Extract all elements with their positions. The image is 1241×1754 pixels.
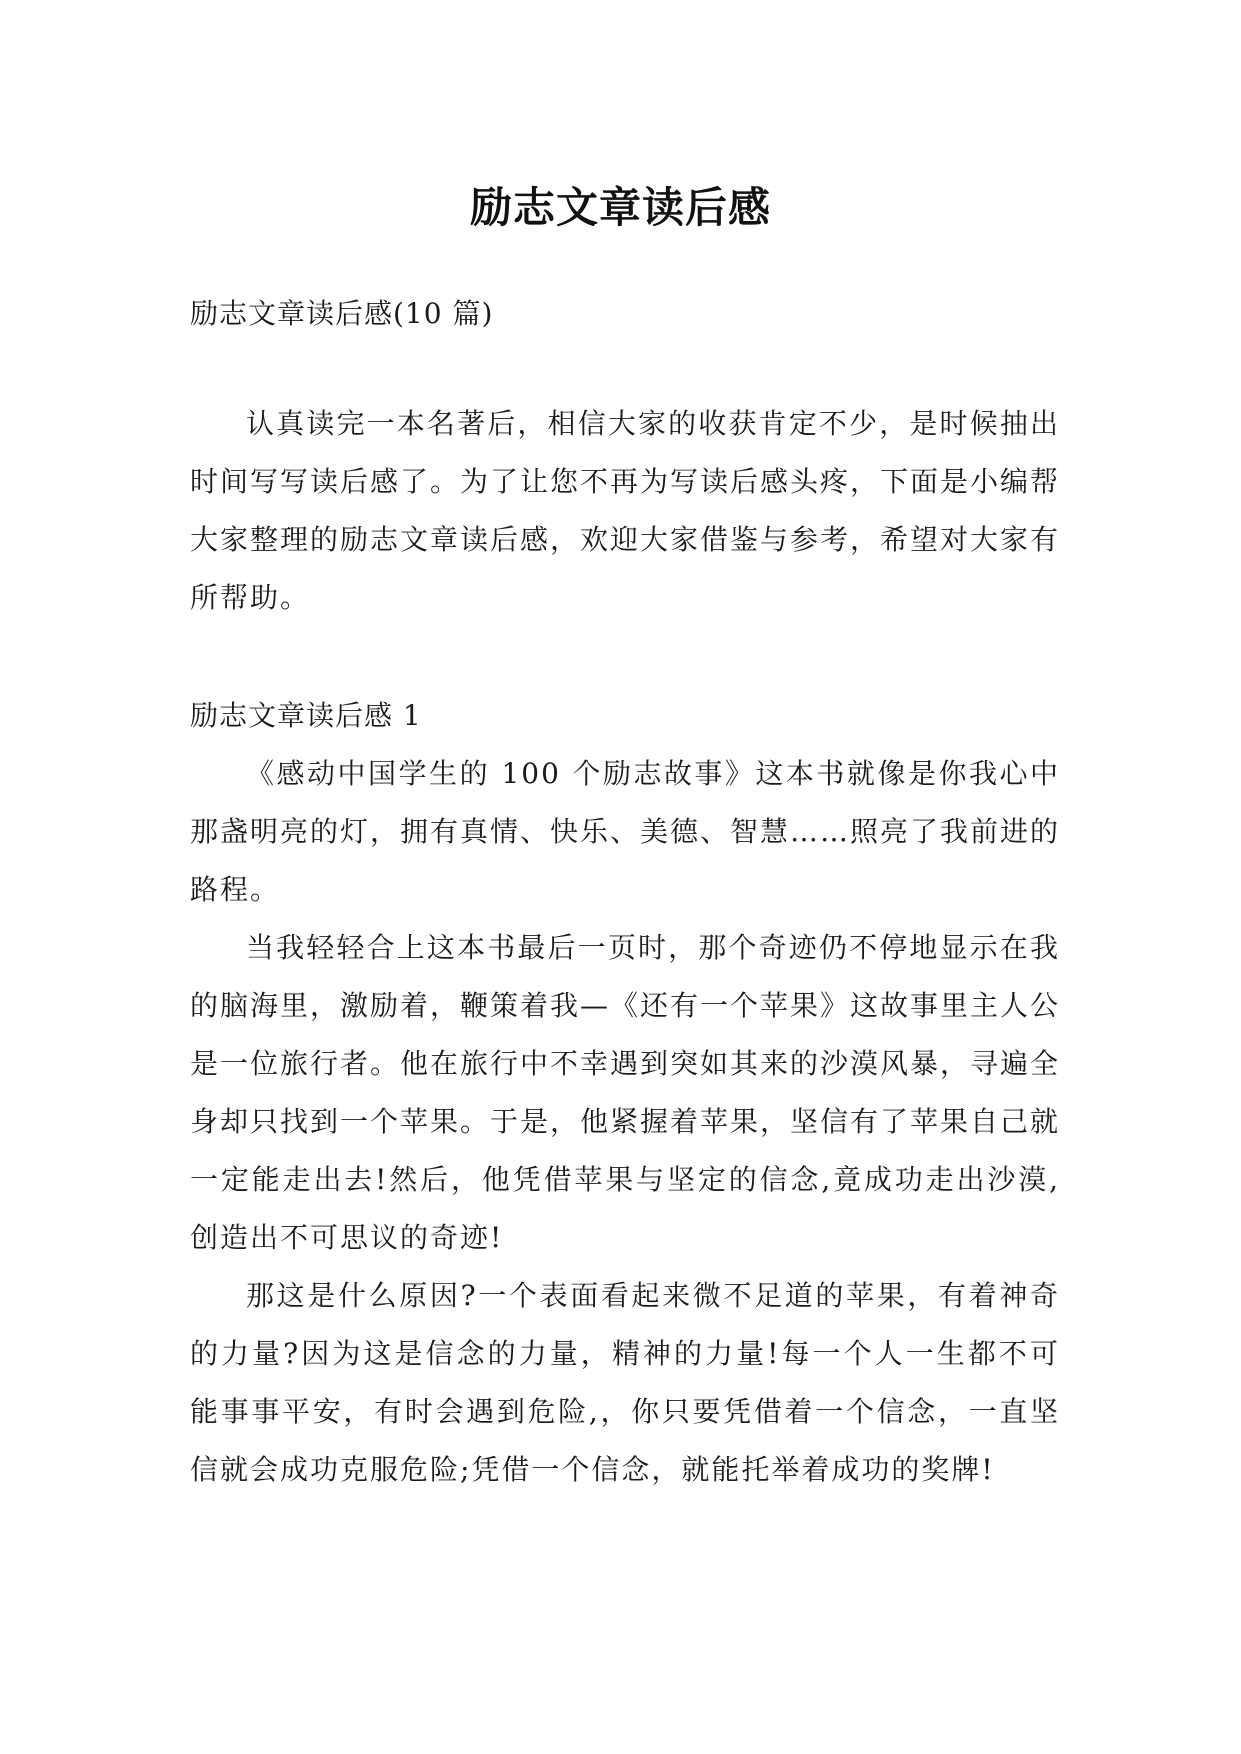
intro-paragraph: 认真读完一本名著后，相信大家的收获肯定不少，是时候抽出时间写写读后感了。为了让您不再为写读后感头疼，下面是小编帮大家整理的励志文章读后感，欢迎大家借鉴与参考，希望对大家有所帮助。	[190, 407, 1061, 614]
body-paragraph-1: 《感动中国学生的 100 个励志故事》这本书就像是你我心中那盏明亮的灯，拥有真情、快乐、美德、智慧……照亮了我前进的路程。	[190, 757, 1061, 906]
document-title: 励志文章读后感	[469, 183, 771, 233]
document-body	[190, 285, 1060, 1499]
body-paragraph-2: 当我轻轻合上这本书最后一页时，那个奇迹仍不停地显示在我的脑海里，激励着，鞭策着我—《还有一个苹果》这故事里主人公是一位旅行者。他在旅行中不幸遇到突如其来的沙漠风暴，寻遍全身却只找到一个苹果。于是，他紧握着苹果，坚信有了苹果自己就一定能走出去!然后，他凭借苹果与坚定的信念,竟成功走出沙漠,创造出不可思议的奇迹!	[190, 931, 1061, 1254]
document-subtitle: 励志文章读后感(10 篇)	[190, 297, 494, 330]
body-paragraph-3: 那这是什么原因?一个表面看起来微不足道的苹果，有着神奇的力量?因为这是信念的力量，精神的力量!每一个人一生都不可能事事平安，有时会遇到危险,，你只要凭借着一个信念，一直坚信就会成功克服危险;凭借一个信念，就能托举着成功的奖牌!	[190, 1279, 1060, 1486]
section-heading: 励志文章读后感 1	[190, 699, 422, 732]
